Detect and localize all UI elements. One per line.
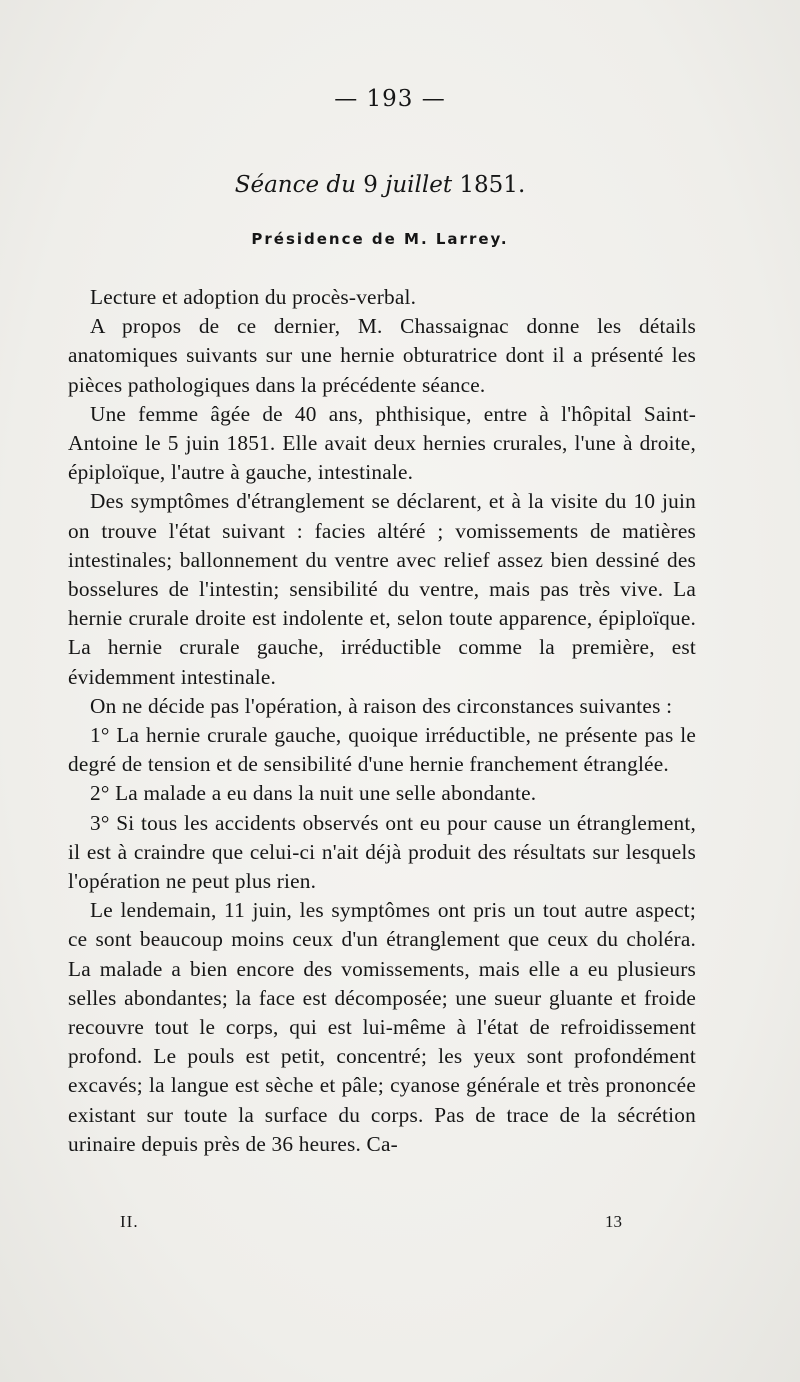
seance-title-prefix: Séance du bbox=[234, 172, 356, 198]
seance-title-year: 1851. bbox=[459, 172, 526, 198]
seance-title bbox=[0, 172, 760, 198]
paragraph: 3° Si tous les accidents observés ont eu pour cause un étranglement, il est à craindre que celui-ci n'ait déjà produit des résultats sur lesquels l'opération ne peut plus rien. bbox=[68, 810, 696, 894]
presidence-heading: Présidence de M. Larrey. bbox=[251, 230, 509, 248]
signature-mark-left: II. bbox=[120, 1212, 139, 1231]
signature-mark-right: 13 bbox=[605, 1212, 622, 1231]
paragraph: Une femme âgée de 40 ans, phthisique, entre à l'hôpital Saint-Antoine le 5 juin 1851. Elle avait deux hernies crurales, l'une à droite, épiploïque, l'autre à gauche, intestinale. bbox=[68, 401, 696, 485]
page-number: — 193 — bbox=[334, 86, 446, 112]
seance-title-day: 9 bbox=[363, 172, 378, 198]
paragraph: 1° La hernie crurale gauche, quoique irréductible, ne présente pas le degré de tension et de sensibilité d'une hernie franchement étranglée. bbox=[68, 723, 696, 777]
paragraph: Le lendemain, 11 juin, les symptômes ont pris un tout autre aspect; ce sont beaucoup moins ceux d'un étranglement que ceux du choléra. La malade a bien encore des vomissements, mais elle a eu plusieurs selles abondantes; la face est décomposée; une sueur gluante et froide recouvre tout le corps, qui est lui-même à l'état de refroidissement profond. Le pouls est petit, concentré; les yeux sont profondément excavés; la langue est sèche et pâle; cyanose générale et très prononcée existant sur toute la surface du corps. Pas de trace de la sécrétion urinaire depuis près de 36 heures. Ca- bbox=[68, 898, 696, 1156]
paragraph: A propos de ce dernier, M. Chassaignac donne les détails anatomiques suivants sur une hernie obturatrice dont il a présenté les pièces pathologiques dans la précédente séance. bbox=[68, 314, 696, 397]
seance-title-month: juillet bbox=[385, 172, 453, 198]
paragraph: 2° La malade a eu dans la nuit une selle abondante. bbox=[90, 781, 537, 806]
paragraph: Des symptômes d'étranglement se déclarent, et à la visite du 10 juin on trouve l'état suivant : facies altéré ; vomissements de matières intestinales; ballonnement du ventre avec relief assez bien dessiné des bosselures de l'intestin; sensibilité du ventre, mais pas très vive. La hernie crurale droite est indolente et, selon toute apparence, épiploïque. La hernie crurale gauche, irréductible comme la première, est évidemment intestinale. bbox=[68, 489, 696, 689]
paragraph: On ne décide pas l'opération, à raison des circonstances suivantes : bbox=[90, 693, 673, 718]
paragraph: Lecture et adoption du procès-verbal. bbox=[90, 285, 417, 309]
body-text bbox=[68, 283, 696, 1159]
